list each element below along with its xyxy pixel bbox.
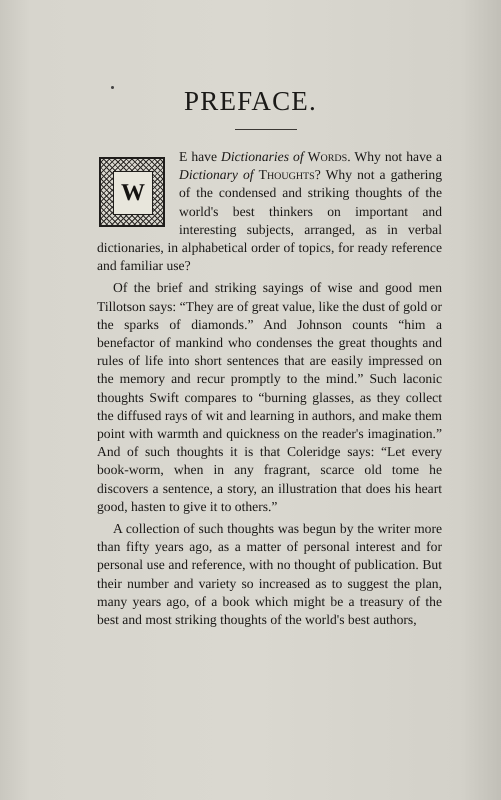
para1-italic-1: Dictionaries of — [221, 149, 308, 164]
drop-cap-ornament — [99, 157, 165, 227]
page-title: PREFACE. — [184, 86, 317, 116]
paragraph-1 — [97, 148, 442, 275]
paragraph-3: A collection of such thoughts was begun by the writer more than fifty years ago, as a matter of personal interest and for personal use and reference, with no thought of publication. But their number and variety so increased as to suggest the plan, many years ago, of a book which might be a treasury of the best and most striking thoughts of the world's best authors, — [97, 521, 442, 628]
paragraph-2: Of the brief and striking sayings of wise and good men Tillotson says: “They are of great value, like the dust of gold or the sparks of diamonds.” And Johnson counts “him a benefactor of mankind who condenses the great thoughts and rules of life into short sentences that are easily impressed on the memory and recur promptly to the mind.” Such laconic thoughts Swift compares to “burning glasses, as they collect the diffused rays of wit and learning in authors, and make them point with warmth and quickness on the reader's imagination.” And of such thoughts it is that Coleridge says: “Let every book-worm, when in any fragrant, scarce old tome he discovers a sentence, a story, an illustration that does his heart good, hasten to give it to others.” — [97, 280, 442, 514]
drop-cap-letter: W — [113, 171, 153, 215]
para1-smallcaps-1: Words — [307, 149, 348, 164]
para1-tail: ? Why not a gathering of the condensed and striking thoughts of the world's best thinkers on important and interesting subjects, arranged, as in verbal dictionaries, in alphabetical order of topics, for ready reference and familiar use? — [97, 167, 442, 274]
para1-lead: E have — [179, 149, 222, 164]
para1-mid: . Why not have a — [347, 149, 442, 164]
title-rule — [235, 129, 297, 130]
preface-body — [97, 148, 442, 633]
para1-smallcaps-2: Thoughts — [258, 167, 315, 183]
para1-italic-2: Dictionary of — [179, 167, 259, 183]
